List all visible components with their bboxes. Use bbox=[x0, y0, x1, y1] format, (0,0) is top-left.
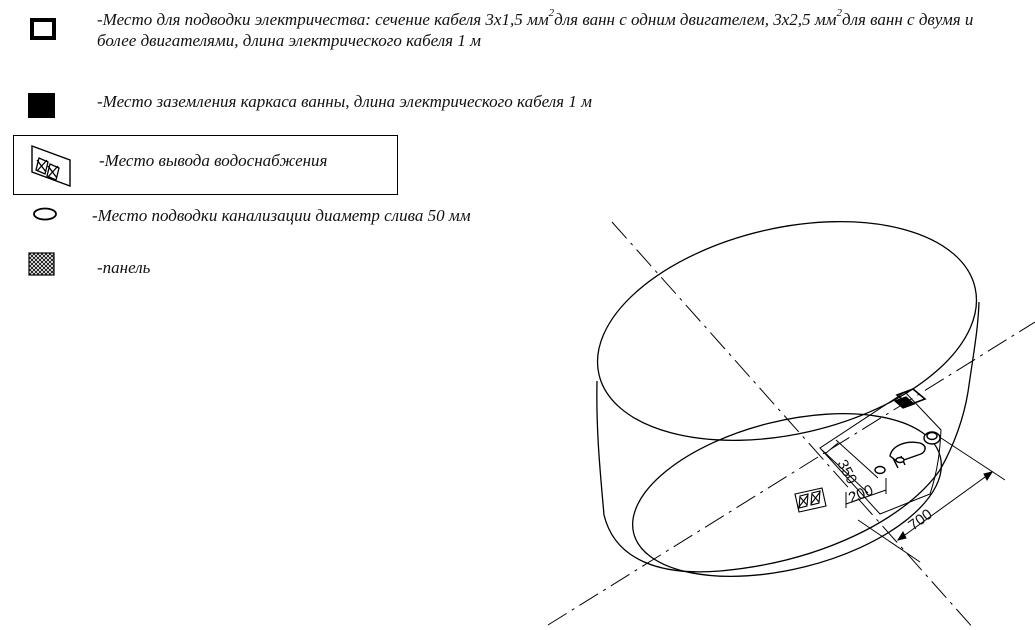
legend-water-text: -Место вывода водоснабжения bbox=[99, 151, 328, 170]
legend-electric-text: -Место для подводки электричества: сечение кабеля 3х1,5 $мм^2для$ ванн с одним двигателем, 3х2,5 $мм^2для$ ванн с двумя и более двигателями, длина электрического кабеля 1 м bbox=[97, 7, 974, 50]
dimension-200-label: 200 bbox=[846, 481, 876, 507]
dimension-700-label: 700 bbox=[905, 505, 936, 535]
tub-skirt-outline bbox=[597, 381, 968, 572]
drain-mark bbox=[875, 467, 885, 474]
center-line-b bbox=[548, 322, 1035, 625]
legend-panel-text: -панель bbox=[97, 258, 151, 277]
water-supply-mark bbox=[795, 488, 826, 512]
dimension-350-label: 350 bbox=[833, 456, 861, 487]
legend-grounding-text: -Место заземления каркаса ванны, длина электрического кабеля 1 м bbox=[97, 92, 592, 111]
tub-skirt-side-right bbox=[968, 302, 979, 392]
legend-drain-text: -Место подводки канализации диаметр слива 50 мм bbox=[92, 206, 471, 225]
tub-rim-outer bbox=[576, 187, 998, 475]
dimension-700 bbox=[858, 438, 1005, 562]
siphon-fitting bbox=[890, 432, 940, 468]
